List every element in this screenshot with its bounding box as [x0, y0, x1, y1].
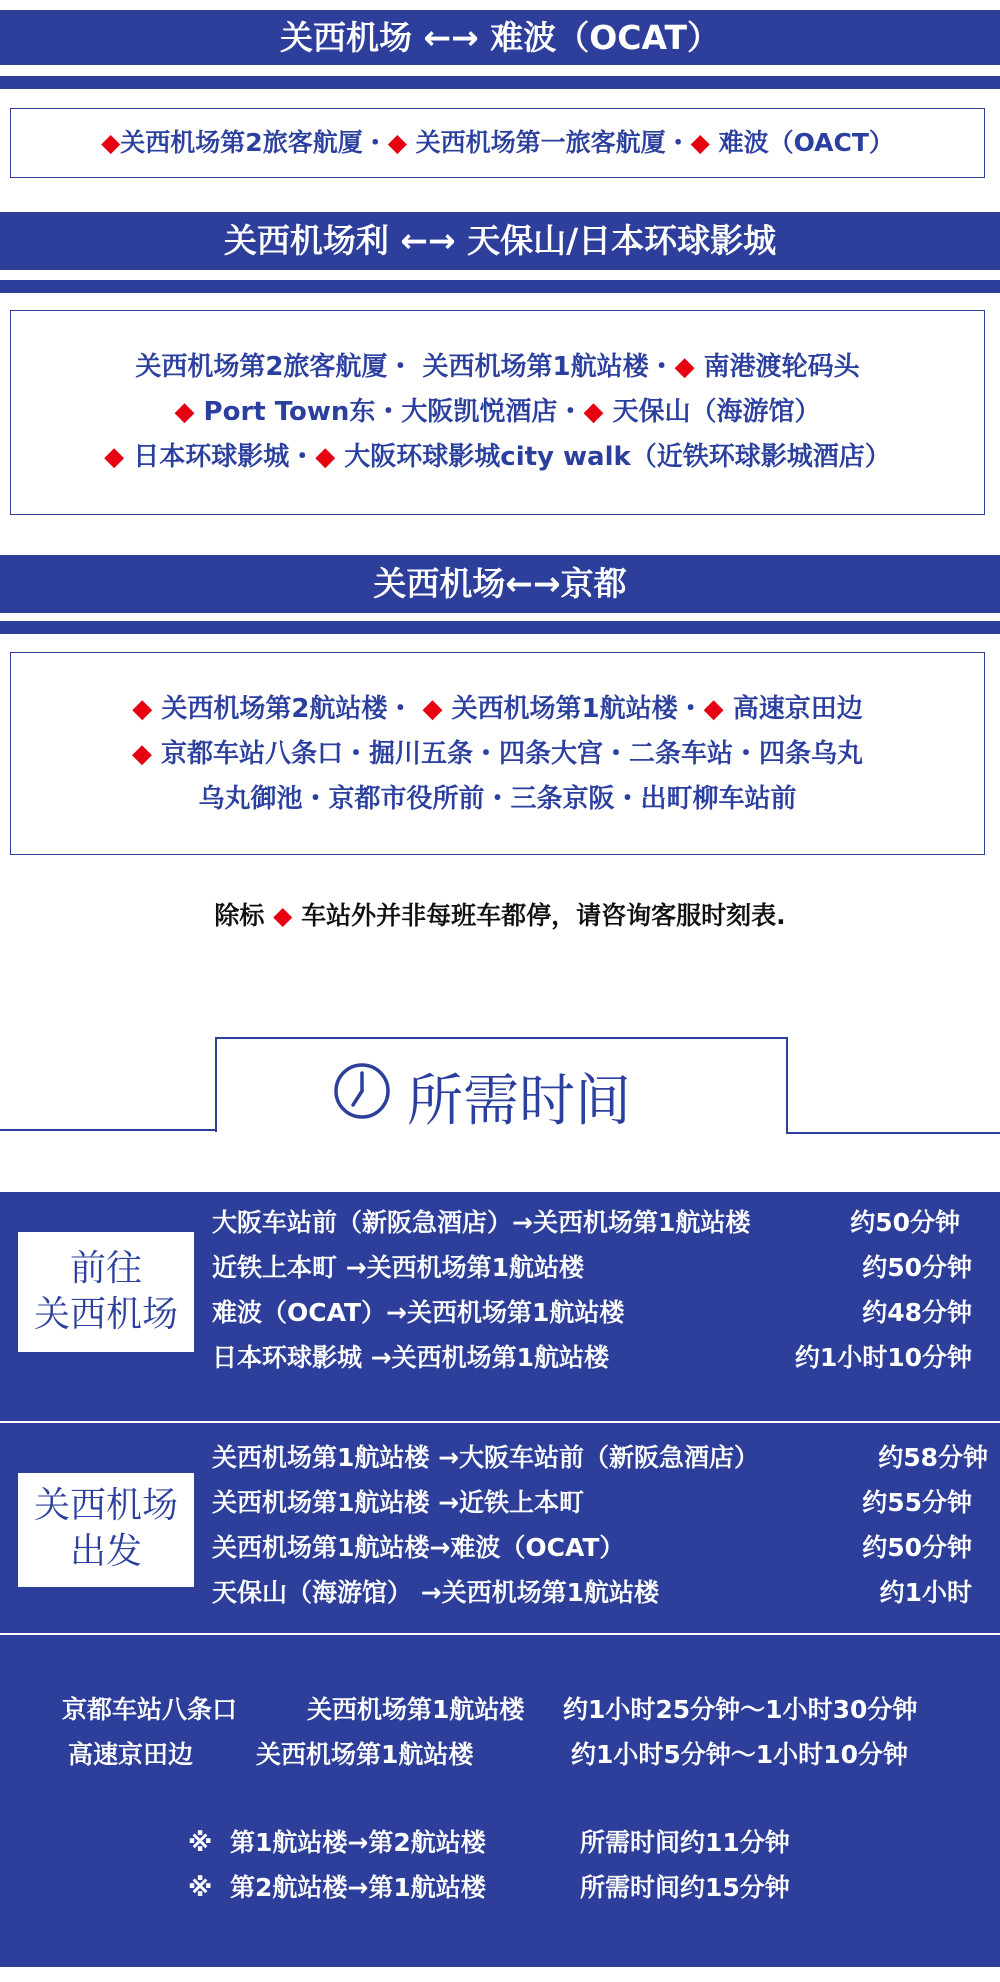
transfer-route: 第2航站楼→第1航站楼	[230, 1873, 486, 1902]
clock-icon	[332, 1061, 392, 1121]
route-name: 难波（OCAT）→关西机场第1航站楼	[212, 1298, 625, 1327]
route-row	[212, 1245, 982, 1290]
time-header	[215, 1037, 788, 1132]
route-name: 天保山（海游馆） →关西机场第1航站楼	[212, 1578, 660, 1607]
diamond-icon: ◆	[315, 442, 336, 472]
route-row	[212, 1290, 982, 1335]
stop-list-box	[10, 652, 985, 855]
label-line: 关西机场	[33, 1485, 178, 1526]
route-time: 约50分钟	[862, 1533, 972, 1562]
to-airport-label	[18, 1232, 194, 1352]
stop-line	[11, 777, 984, 822]
route-time: 约50分钟	[850, 1208, 960, 1237]
stop-text: 大阪环球影城city walk（近铁环球影城酒店）	[335, 442, 891, 472]
divider-stripe	[0, 280, 1000, 293]
section-title: 关西机场 ←→ 难波（OCAT）	[279, 18, 721, 57]
stop-text: Port Town东・大阪凯悦酒店・	[194, 397, 584, 427]
diamond-icon: ◆	[104, 442, 125, 472]
stop-text: 乌丸御池・京都市役所前・三条京阪・出町柳车站前	[198, 784, 797, 814]
section-title-band	[0, 555, 1000, 613]
stop-text: 日本环球影城・	[124, 442, 316, 472]
kyoto-to: 关西机场第1航站楼	[256, 1740, 474, 1769]
from-airport-label	[18, 1473, 194, 1587]
from-airport-panel	[0, 1423, 1000, 1633]
stop-line	[11, 123, 984, 159]
transfer-time: 所需时间约15分钟	[580, 1873, 790, 1902]
route-name: 关西机场第1航站楼 →大阪车站前（新阪急酒店）	[212, 1443, 760, 1472]
route-time: 约55分钟	[862, 1488, 972, 1517]
stop-text: 关西机场第一旅客航厦・	[406, 128, 691, 157]
route-row	[212, 1435, 988, 1480]
stop-list-box	[10, 108, 985, 178]
stop-text: 关西机场第1航站楼・	[442, 694, 704, 724]
transfer-row	[188, 1823, 790, 1859]
route-row	[212, 1335, 982, 1380]
header-line-left	[0, 1129, 217, 1131]
transfer-route: 第1航站楼→第2航站楼	[230, 1828, 486, 1857]
note-text: 车站外并非每班车都停，请咨询客服时刻表.	[292, 901, 786, 930]
route-name: 大阪车站前（新阪急酒店）→关西机场第1航站楼	[212, 1208, 751, 1237]
diamond-icon: ◆	[132, 694, 153, 724]
kyoto-from: 京都车站八条口	[62, 1695, 238, 1724]
section-title: 关西机场←→京都	[373, 564, 627, 603]
diamond-icon: ◆	[174, 397, 195, 427]
divider-stripe	[0, 621, 1000, 634]
diamond-icon: ◆	[674, 352, 695, 382]
transfer-time: 所需时间约11分钟	[580, 1828, 790, 1857]
kyoto-from: 高速京田边	[68, 1740, 194, 1769]
transfer-row	[188, 1868, 790, 1904]
route-name: 关西机场第1航站楼 →近铁上本町	[212, 1488, 585, 1517]
stop-text: 关西机场第2旅客航厦・	[120, 128, 388, 157]
route-time: 约58分钟	[878, 1443, 988, 1472]
kyoto-transfer-panel	[0, 1635, 1000, 1967]
stop-line	[11, 435, 984, 480]
transfer-mark: ※	[188, 1828, 213, 1857]
divider-stripe	[0, 76, 1000, 89]
kyoto-to: 关西机场第1航站楼	[307, 1695, 525, 1724]
route-row	[212, 1570, 982, 1615]
stop-list-box	[10, 310, 985, 515]
route-name: 日本环球影城 →关西机场第1航站楼	[212, 1343, 610, 1372]
stop-text: 南港渡轮码头	[694, 352, 860, 382]
route-time: 约1小时10分钟	[794, 1343, 972, 1372]
label-line: 关西机场	[33, 1294, 178, 1335]
route-time: 约50分钟	[862, 1253, 972, 1282]
section-title-band	[0, 10, 1000, 65]
route-row	[212, 1525, 982, 1570]
header-line-right	[786, 1132, 1000, 1134]
label-line: 前往	[69, 1248, 142, 1289]
kyoto-time: 约1小时5分钟～1小时10分钟	[571, 1740, 908, 1769]
label-line: 出发	[69, 1531, 142, 1572]
section-title-band	[0, 212, 1000, 270]
route-row	[212, 1480, 982, 1525]
to-airport-panel	[0, 1192, 1000, 1421]
diamond-icon: ◆	[703, 694, 724, 724]
stop-line	[11, 345, 984, 390]
route-name: 近铁上本町 →关西机场第1航站楼	[212, 1253, 585, 1282]
stop-text: 关西机场第2航站楼・	[152, 694, 423, 724]
diamond-icon: ◆	[387, 128, 407, 157]
stop-text: 高速京田边	[723, 694, 863, 724]
stop-note	[0, 896, 1000, 932]
route-name: 关西机场第1航站楼→难波（OCAT）	[212, 1533, 625, 1562]
kyoto-time: 约1小时25分钟～1小时30分钟	[563, 1695, 918, 1724]
diamond-icon: ◆	[583, 397, 604, 427]
stop-text: 关西机场第2旅客航厦・ 关西机场第1航站楼・	[135, 352, 675, 382]
section-title: 关西机场利 ←→ 天保山/日本环球影城	[223, 221, 777, 260]
diamond-icon: ◆	[690, 128, 710, 157]
diamond-icon: ◆	[273, 901, 293, 930]
stop-text: 天保山（海游馆）	[603, 397, 821, 427]
stop-text: 难波（OACT）	[709, 128, 894, 157]
route-time: 约1小时	[879, 1578, 972, 1607]
stop-line	[11, 390, 984, 435]
stop-line	[11, 732, 984, 777]
diamond-icon: ◆	[131, 739, 152, 769]
note-text: 除标	[214, 901, 274, 930]
kyoto-row	[68, 1735, 908, 1771]
stop-text: 京都车站八条口・掘川五条・四条大宫・二条车站・四条乌丸	[151, 739, 864, 769]
stop-line	[11, 687, 984, 732]
route-row	[212, 1200, 982, 1245]
diamond-icon: ◆	[101, 128, 121, 157]
route-time: 约48分钟	[862, 1298, 972, 1327]
transfer-mark: ※	[188, 1873, 213, 1902]
kyoto-row	[62, 1690, 917, 1726]
time-header-title: 所需时间	[407, 1069, 631, 1134]
diamond-icon: ◆	[422, 694, 443, 724]
